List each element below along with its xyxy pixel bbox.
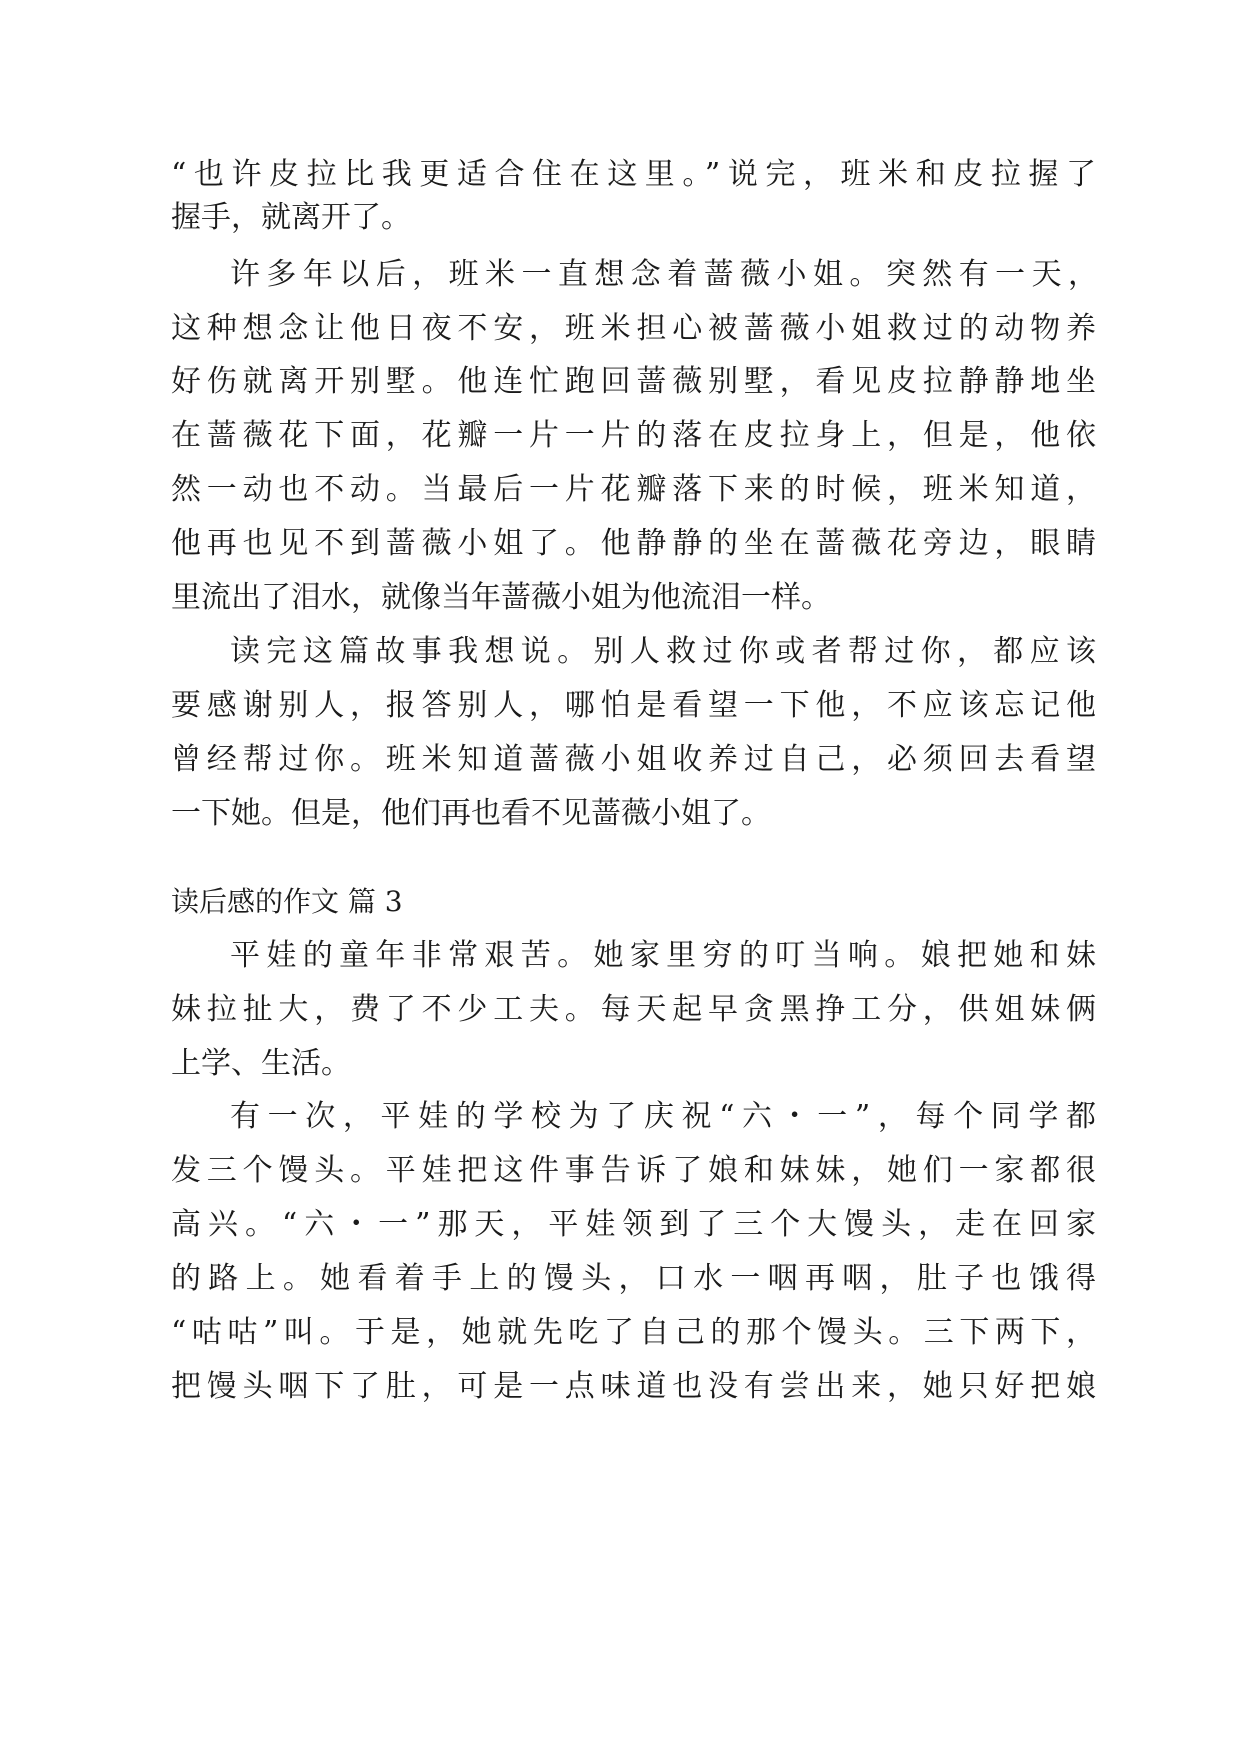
text-line: 曾经帮过你。班米知道蔷薇小姐收养过自己，必须回去看望 [171,742,1096,777]
text-line: 握手，就离开了。 [171,200,411,235]
text-line: 高兴。“六・一”那天，平娃领到了三个大馒头，走在回家 [171,1207,1096,1242]
text-line: 的路上。她看着手上的馒头，口水一咽再咽，肚子也饿得 [171,1261,1096,1296]
text-line: “也许皮拉比我更适合住在这里。”说完，班米和皮拉握了 [171,157,1096,192]
text-line: 许多年以后，班米一直想念着蔷薇小姐。突然有一天， [230,257,1098,292]
text-line: 把馒头咽下了肚，可是一点味道也没有尝出来，她只好把娘 [171,1369,1096,1404]
text-line: “咕咕”叫。于是，她就先吃了自己的那个馒头。三下两下， [171,1315,1096,1350]
text-line: 他再也见不到蔷薇小姐了。他静静的坐在蔷薇花旁边，眼睛 [171,526,1096,561]
text-line: 在蔷薇花下面，花瓣一片一片的落在皮拉身上，但是，他依 [171,418,1096,453]
text-line: 有一次，平娃的学校为了庆祝“六・一”，每个同学都 [230,1099,1096,1134]
text-line: 平娃的童年非常艰苦。她家里穷的叮当响。娘把她和妹 [230,938,1096,973]
text-line: 好伤就离开别墅。他连忙跑回蔷薇别墅，看见皮拉静静地坐 [171,364,1096,399]
text-line: 妹拉扯大，费了不少工夫。每天起早贪黑挣工分，供姐妹俩 [171,992,1096,1027]
text-line: 里流出了泪水，就像当年蔷薇小姐为他流泪一样。 [171,580,831,615]
section-heading: 读后感的作文 篇 3 [171,885,403,918]
text-line: 要感谢别人，报答别人，哪怕是看望一下他，不应该忘记他 [171,688,1096,723]
text-line: 然一动也不动。当最后一片花瓣落下来的时候，班米知道， [171,472,1096,507]
text-line: 读完这篇故事我想说。别人救过你或者帮过你，都应该 [230,634,1096,669]
text-line: 发三个馒头。平娃把这件事告诉了娘和妹妹，她们一家都很 [171,1153,1096,1188]
text-line: 这种想念让他日夜不安，班米担心被蔷薇小姐救过的动物养 [171,311,1096,346]
text-line: 上学、生活。 [171,1046,351,1081]
text-line: 一下她。但是，他们再也看不见蔷薇小姐了。 [171,796,771,831]
